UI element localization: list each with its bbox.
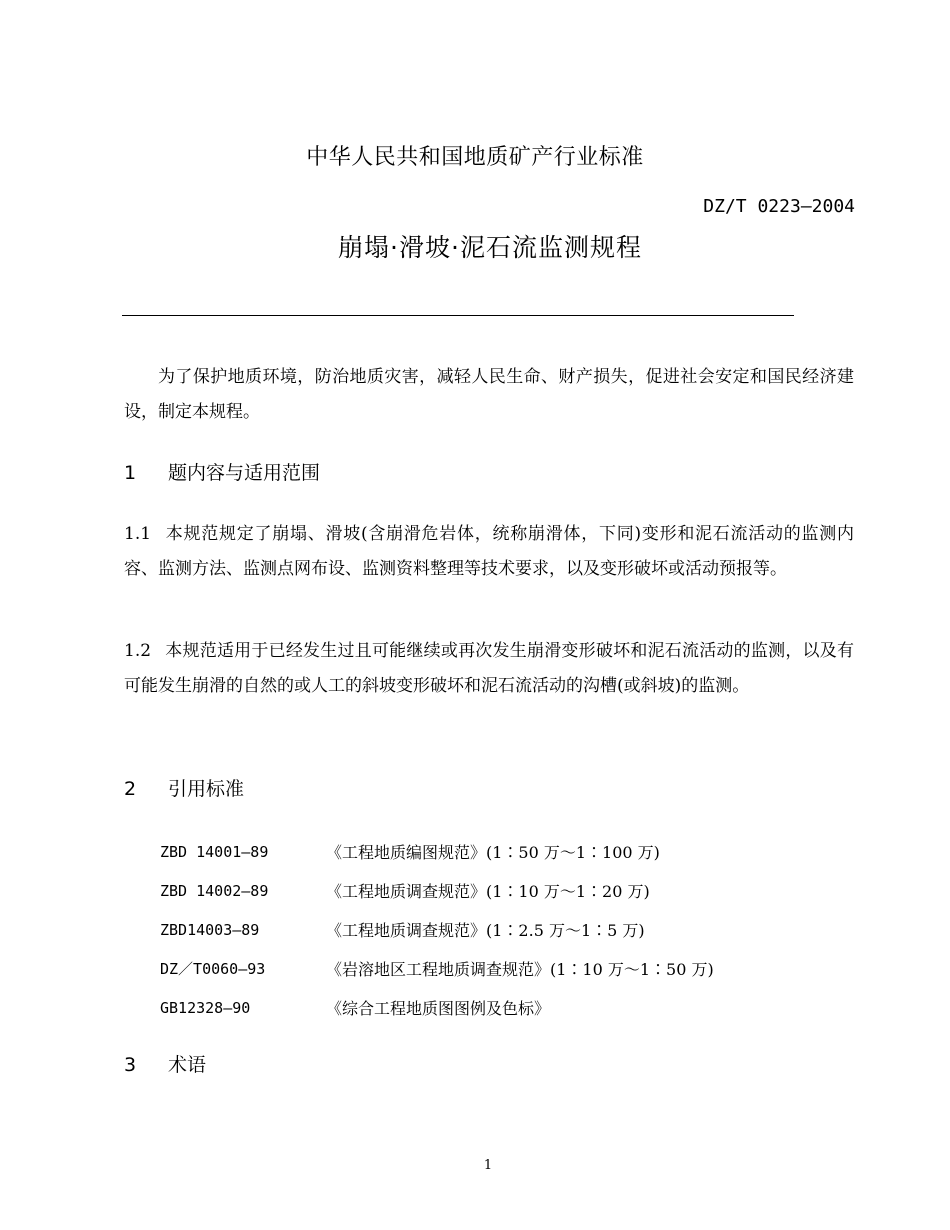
- reference-item: [160, 871, 860, 910]
- reference-title: 《综合工程地质图图例及色标》: [326, 999, 551, 1018]
- industry-standard-heading: 中华人民共和国地质矿产行业标准: [306, 145, 644, 170]
- clause-1-1: [124, 517, 854, 587]
- reference-title: 《岩溶地区工程地质调查规范》(1∶10 万～1∶50 万): [326, 960, 714, 979]
- document-title: 崩塌·滑坡·泥石流监测规程: [338, 233, 642, 262]
- clause-text: 本规范适用于已经发生过且可能继续或再次发生崩滑变形破坏和泥石流活动的监测，以及有可能发生崩滑的自然的或人工的斜坡变形破坏和泥石流活动的沟槽(或斜坡)的监测。: [124, 641, 854, 696]
- reference-code: GB12328—90: [160, 998, 251, 1017]
- standard-code: DZ/T 0223—2004: [703, 196, 855, 217]
- reference-item: [160, 949, 860, 988]
- section-title: 引用标准: [168, 778, 245, 800]
- section-heading-1: [124, 458, 320, 485]
- foreword-paragraph: 为了保护地质环境，防治地质灾害，减轻人民生命、财产损失，促进社会安定和国民经济建设，制定本规程。: [124, 367, 854, 422]
- section-number: 3: [124, 1054, 137, 1076]
- reference-item: [160, 910, 860, 949]
- reference-title: 《工程地质编图规范》(1∶50 万～1∶100 万): [326, 843, 660, 862]
- reference-code: ZBD 14002—89: [160, 881, 269, 900]
- clause-number: 1.2: [124, 641, 152, 661]
- reference-code: DZ／T0060—93: [160, 960, 266, 978]
- clause-text: 本规范规定了崩塌、滑坡(含崩滑危岩体，统称崩滑体，下同)变形和泥石流活动的监测内容、监测方法、监测点网布设、监测资料整理等技术要求，以及变形破坏或活动预报等。: [124, 524, 854, 579]
- section-title: 题内容与适用范围: [168, 462, 321, 484]
- page-number: 1: [483, 1158, 493, 1173]
- reference-list: [160, 832, 860, 1027]
- reference-code: ZBD 14001—89: [160, 842, 269, 861]
- section-heading-3: [124, 1050, 206, 1077]
- title-divider: [122, 315, 794, 316]
- section-title: 术语: [168, 1054, 207, 1076]
- clause-number: 1.1: [124, 524, 152, 544]
- reference-title: 《工程地质调查规范》(1∶10 万～1∶20 万): [326, 882, 650, 901]
- section-number: 2: [124, 778, 137, 800]
- section-number: 1: [124, 462, 137, 484]
- reference-item: [160, 832, 860, 871]
- reference-title: 《工程地质调查规范》(1∶2.5 万～1∶5 万): [326, 921, 645, 940]
- clause-1-2: [124, 634, 854, 704]
- reference-code: ZBD14003—89: [160, 920, 260, 939]
- section-heading-2: [124, 774, 244, 801]
- reference-item: [160, 988, 860, 1027]
